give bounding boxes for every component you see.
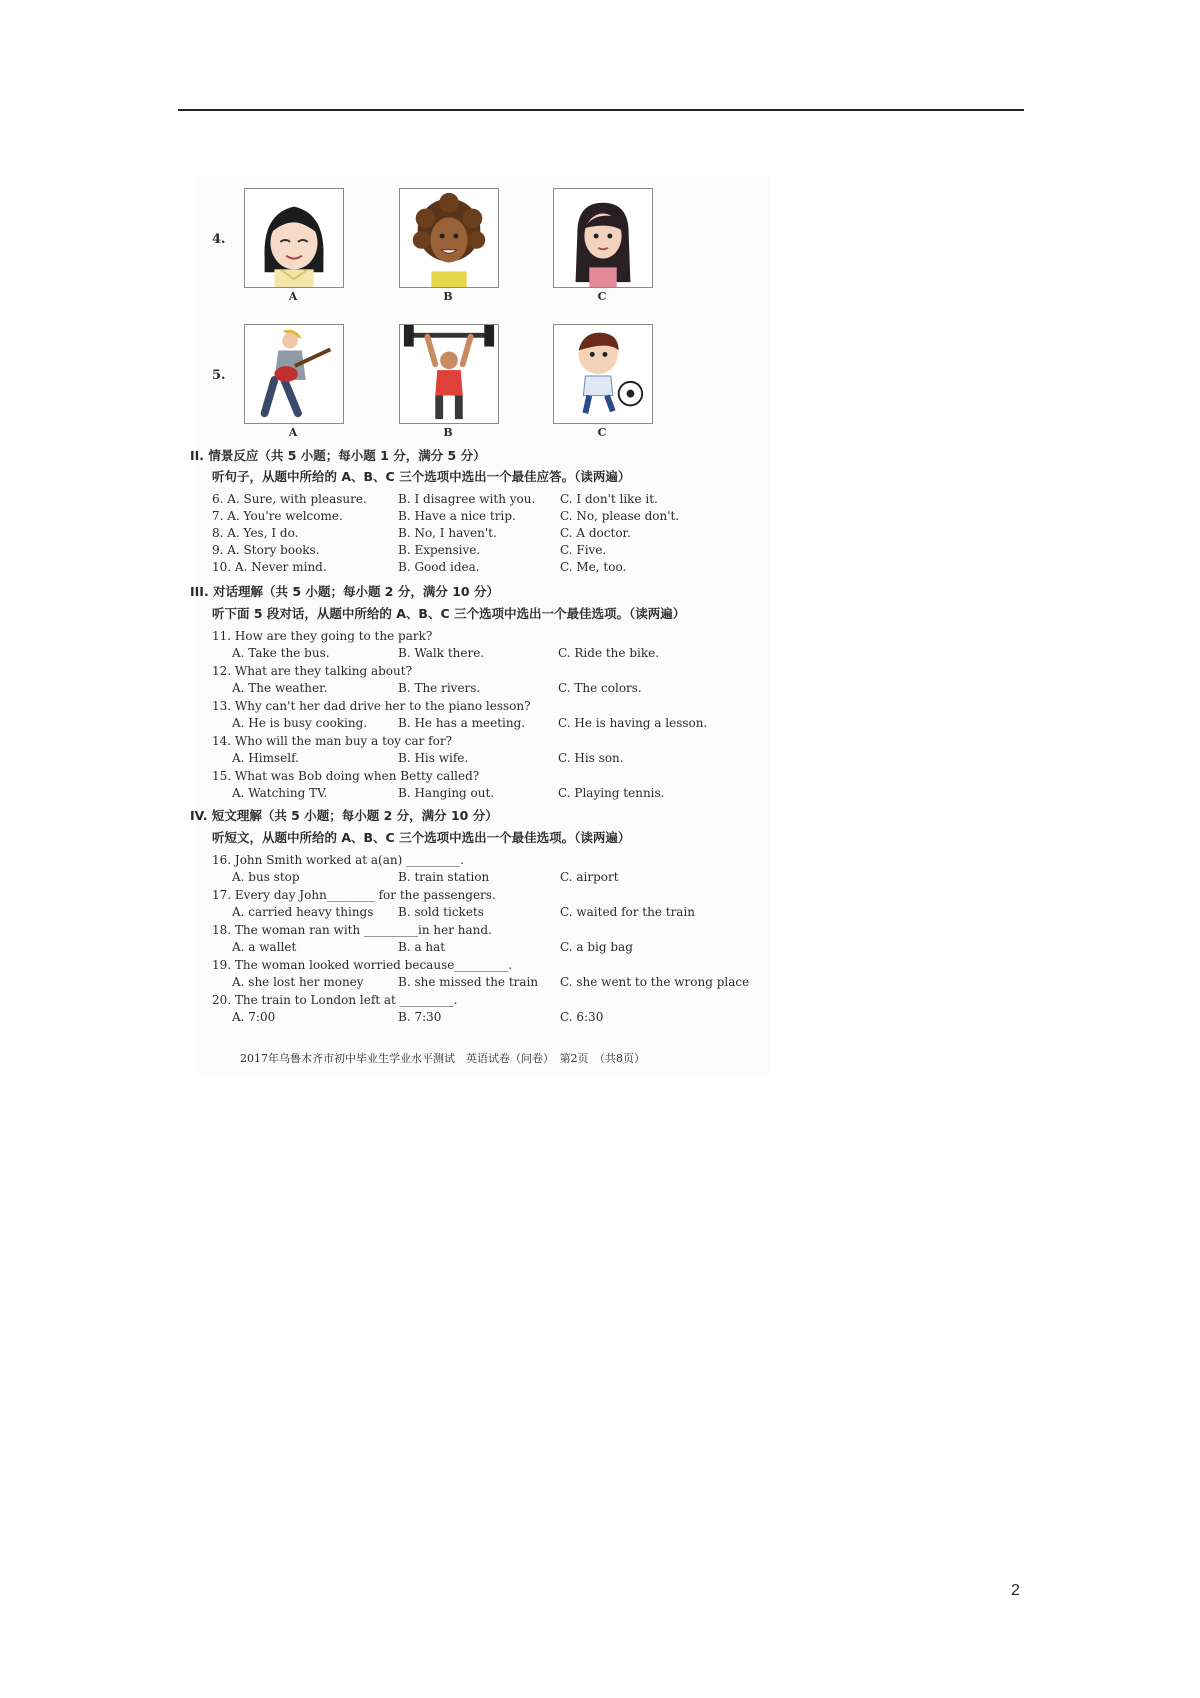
option-12c: C. The colors.: [558, 681, 642, 695]
question-11: 11. How are they going to the park?: [212, 629, 433, 643]
option-16c: C. airport: [560, 870, 619, 884]
question-18: 18. The woman ran with _________in her hand.: [212, 923, 492, 937]
option-16b: B. train station: [398, 870, 490, 884]
curly-hair-woman-icon: [399, 188, 499, 288]
option-8a: 8. A. Yes, I do.: [212, 526, 299, 540]
question-16: 16. John Smith worked at a(an) _________.: [212, 853, 464, 867]
option-18b: B. a hat: [398, 940, 446, 954]
option-9a: 9. A. Story books.: [212, 543, 320, 557]
option-6b: B. I disagree with you.: [398, 492, 536, 506]
question-12: 12. What are they talking about?: [212, 664, 412, 678]
option-17c: C. waited for the train: [560, 905, 696, 919]
option-12b: B. The rivers.: [398, 681, 481, 695]
option-18c: C. a big bag: [560, 940, 633, 954]
long-hair-girl-icon: [553, 188, 653, 288]
question-4-number: 4.: [212, 232, 226, 247]
question-17: 17. Every day John________ for the passengers.: [212, 888, 496, 902]
option-13c: C. He is having a lesson.: [558, 716, 708, 730]
option-19a: A. she lost her money: [232, 975, 364, 989]
question-13: 13. Why can't her dad drive her to the piano lesson?: [212, 699, 531, 713]
question-20: 20. The train to London left at _________.: [212, 993, 458, 1007]
option-15a: A. Watching TV.: [232, 786, 328, 800]
picture-label-5b: B: [443, 426, 453, 439]
section-4-heading: IV. 短文理解（共 5 小题；每小题 2 分，满分 10 分）: [190, 808, 498, 823]
option-13b: B. He has a meeting.: [398, 716, 526, 730]
question-19: 19. The woman looked worried because_________.: [212, 958, 513, 972]
option-11a: A. Take the bus.: [232, 646, 330, 660]
picture-label-5c: C: [597, 426, 607, 439]
weightlifter-icon: [399, 324, 499, 424]
option-11b: B. Walk there.: [398, 646, 485, 660]
option-13a: A. He is busy cooking.: [232, 716, 368, 730]
option-10c: C. Me, too.: [560, 560, 627, 574]
section-2-heading: II. 情景反应（共 5 小题；每小题 1 分，满分 5 分）: [190, 448, 486, 463]
option-9b: B. Expensive.: [398, 543, 481, 557]
guitar-player-icon: [244, 324, 344, 424]
picture-label-4b: B: [443, 290, 453, 303]
option-11c: C. Ride the bike.: [558, 646, 660, 660]
top-rule: [178, 109, 1024, 111]
option-7c: C. No, please don't.: [560, 509, 680, 523]
option-20b: B. 7:30: [398, 1010, 442, 1024]
girl-crying-icon: [244, 188, 344, 288]
page-number: 2: [1011, 1582, 1020, 1599]
option-15b: B. Hanging out.: [398, 786, 495, 800]
boy-soccer-icon: [553, 324, 653, 424]
option-14c: C. His son.: [558, 751, 624, 765]
picture-label-5a: A: [288, 426, 298, 439]
option-8b: B. No, I haven't.: [398, 526, 497, 540]
option-15c: C. Playing tennis.: [558, 786, 665, 800]
option-6a: 6. A. Sure, with pleasure.: [212, 492, 367, 506]
option-16a: A. bus stop: [232, 870, 300, 884]
option-14b: B. His wife.: [398, 751, 469, 765]
section-2-instruction: 听句子，从题中所给的 A、B、C 三个选项中选出一个最佳应答。（读两遍）: [212, 469, 631, 484]
option-9c: C. Five.: [560, 543, 607, 557]
section-4-instruction: 听短文，从题中所给的 A、B、C 三个选项中选出一个最佳选项。（读两遍）: [212, 830, 631, 845]
question-15: 15. What was Bob doing when Betty called?: [212, 769, 480, 783]
option-12a: A. The weather.: [232, 681, 328, 695]
question-5-number: 5.: [212, 368, 226, 383]
option-7a: 7. A. You're welcome.: [212, 509, 343, 523]
picture-label-4a: A: [288, 290, 298, 303]
question-14: 14. Who will the man buy a toy car for?: [212, 734, 453, 748]
option-19c: C. she went to the wrong place: [560, 975, 750, 989]
option-14a: A. Himself.: [232, 751, 299, 765]
option-19b: B. she missed the train: [398, 975, 539, 989]
option-10b: B. Good idea.: [398, 560, 480, 574]
option-7b: B. Have a nice trip.: [398, 509, 516, 523]
option-17b: B. sold tickets: [398, 905, 484, 919]
option-17a: A. carried heavy things: [232, 905, 374, 919]
option-20c: C. 6:30: [560, 1010, 604, 1024]
option-18a: A. a wallet: [232, 940, 297, 954]
option-20a: A. 7:00: [232, 1010, 276, 1024]
picture-label-4c: C: [597, 290, 607, 303]
section-3-instruction: 听下面 5 段对话，从题中所给的 A、B、C 三个选项中选出一个最佳选项。（读两遍）: [212, 606, 686, 621]
option-6c: C. I don't like it.: [560, 492, 658, 506]
option-10a: 10. A. Never mind.: [212, 560, 327, 574]
section-3-heading: III. 对话理解（共 5 小题；每小题 2 分，满分 10 分）: [190, 584, 499, 599]
option-8c: C. A doctor.: [560, 526, 631, 540]
exam-footer: 2017年乌鲁木齐市初中毕业生学业水平测试 英语试卷（问卷） 第2页 （共8页）: [240, 1052, 645, 1065]
